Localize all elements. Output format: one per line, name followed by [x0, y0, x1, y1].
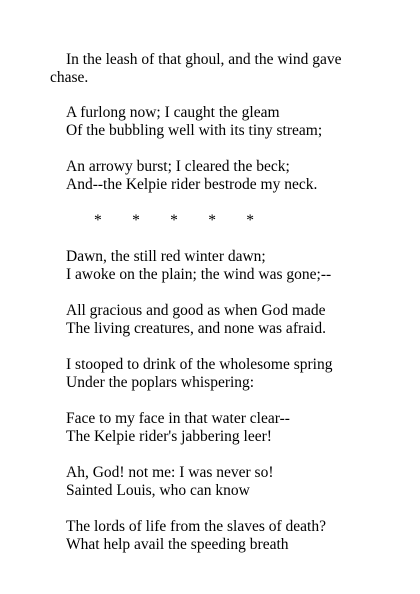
separator-asterisk: * — [246, 212, 254, 229]
poem-line: chase. — [50, 69, 89, 86]
poem-line: Face to my face in that water clear-- — [66, 410, 290, 427]
poem-line: All gracious and good as when God made — [66, 302, 326, 319]
poem-line: Of the bubbling well with its tiny stream; — [66, 122, 323, 139]
separator-asterisk: * — [208, 212, 216, 229]
poem-line: What help avail the speeding breath — [66, 536, 289, 553]
poem-line: I stooped to drink of the wholesome spring — [66, 356, 333, 373]
poem-line: An arrowy burst; I cleared the beck; — [66, 158, 290, 175]
poem-line: Under the poplars whispering: — [66, 374, 255, 391]
poem-line: I awoke on the plain; the wind was gone;-- — [66, 266, 332, 283]
poem-line: The living creatures, and none was afraid. — [66, 320, 326, 337]
poem-line: And--the Kelpie rider bestrode my neck. — [66, 176, 318, 193]
poem-line: Ah, God! not me: I was never so! — [66, 464, 274, 481]
separator-asterisk: * — [94, 212, 102, 229]
separator-asterisk: * — [170, 212, 178, 229]
poem-line: The Kelpie rider's jabbering leer! — [66, 428, 272, 445]
poem-line: Sainted Louis, who can know — [66, 482, 250, 499]
poem-line: A furlong now; I caught the gleam — [66, 104, 280, 121]
poem-line: The lords of life from the slaves of death? — [66, 518, 326, 535]
section-separator — [94, 212, 254, 230]
poem-line: In the leash of that ghoul, and the wind gave — [66, 51, 342, 68]
separator-asterisk: * — [132, 212, 140, 229]
poem-line: Dawn, the still red winter dawn; — [66, 248, 266, 265]
